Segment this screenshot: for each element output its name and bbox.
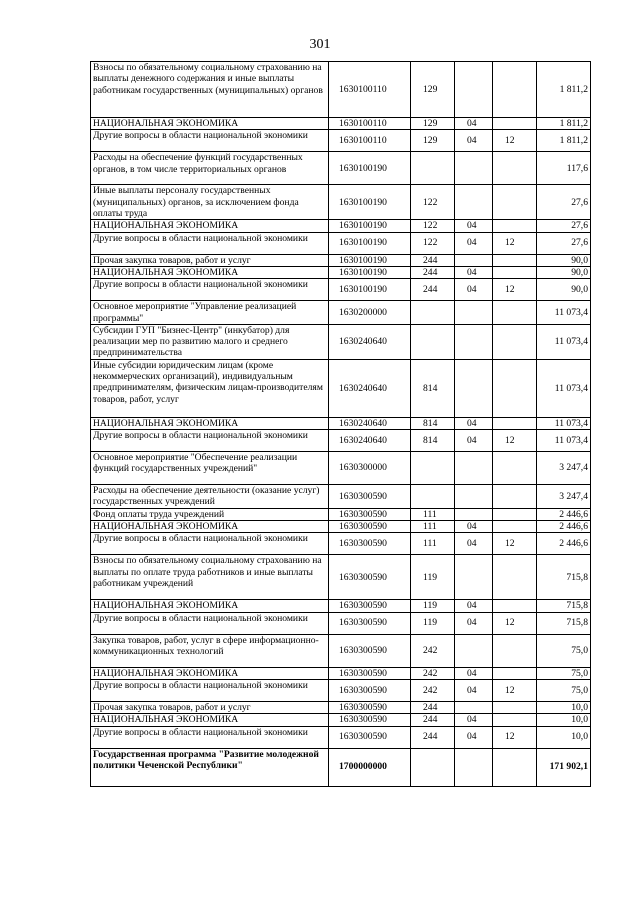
row-sum: 27,6	[537, 185, 591, 220]
row-sum: 75,0	[537, 634, 591, 667]
row-pr-code: 12	[493, 612, 537, 634]
row-sum: 2 446,6	[537, 508, 591, 520]
row-csr-code: 1630300590	[329, 612, 411, 634]
row-csr-code: 1630100110	[329, 62, 411, 118]
row-vr-code: 242	[411, 667, 455, 679]
row-sum: 90,0	[537, 254, 591, 266]
row-csr-code: 1630300590	[329, 555, 411, 600]
row-csr-code: 1630300590	[329, 679, 411, 701]
row-vr-code: 119	[411, 600, 455, 612]
row-rz-code	[455, 701, 493, 713]
row-rz-code: 04	[455, 266, 493, 278]
row-pr-code: 12	[493, 279, 537, 301]
row-sum: 715,8	[537, 555, 591, 600]
table-row	[91, 701, 591, 713]
row-csr-code: 1630100190	[329, 185, 411, 220]
row-pr-code	[493, 600, 537, 612]
row-name: НАЦИОНАЛЬНАЯ ЭКОНОМИКА	[91, 417, 329, 429]
row-name: Другие вопросы в области национальной экономики	[91, 232, 329, 254]
row-sum: 2 446,6	[537, 521, 591, 533]
row-vr-code: 111	[411, 521, 455, 533]
table-row	[91, 266, 591, 278]
row-rz-code	[455, 152, 493, 185]
table-row	[91, 508, 591, 520]
row-rz-code	[455, 254, 493, 266]
row-vr-code: 122	[411, 185, 455, 220]
row-csr-code: 1630100190	[329, 279, 411, 301]
row-rz-code: 04	[455, 667, 493, 679]
row-name: Основное мероприятие "Обеспечение реализации функций государственных учреждений"	[91, 452, 329, 485]
row-rz-code	[455, 508, 493, 520]
row-sum: 3 247,4	[537, 485, 591, 509]
row-csr-code: 1630300590	[329, 667, 411, 679]
row-vr-code: 814	[411, 417, 455, 429]
row-csr-code: 1630100190	[329, 152, 411, 185]
row-csr-code: 1630100110	[329, 118, 411, 130]
row-csr-code: 1630300000	[329, 452, 411, 485]
row-vr-code	[411, 301, 455, 325]
row-csr-code: 1630100190	[329, 266, 411, 278]
row-rz-code: 04	[455, 726, 493, 748]
row-name: НАЦИОНАЛЬНАЯ ЭКОНОМИКА	[91, 266, 329, 278]
row-csr-code: 1630200000	[329, 301, 411, 325]
row-vr-code: 122	[411, 220, 455, 232]
row-name: Субсидии ГУП "Бизнес-Центр" (инкубатор) для реализации мер по развитию малого и среднего предпринимательства	[91, 324, 329, 359]
row-csr-code: 1630300590	[329, 701, 411, 713]
row-sum: 27,6	[537, 220, 591, 232]
row-vr-code: 119	[411, 612, 455, 634]
row-sum: 2 446,6	[537, 533, 591, 555]
row-vr-code	[411, 748, 455, 786]
budget-table-body	[91, 62, 591, 787]
row-name: Фонд оплаты труда учреждений	[91, 508, 329, 520]
row-csr-code: 1630300590	[329, 508, 411, 520]
row-pr-code	[493, 359, 537, 417]
row-vr-code: 814	[411, 430, 455, 452]
row-pr-code: 12	[493, 679, 537, 701]
row-rz-code	[455, 452, 493, 485]
row-csr-code: 1630240640	[329, 359, 411, 417]
row-sum: 10,0	[537, 726, 591, 748]
row-sum: 10,0	[537, 714, 591, 726]
row-name: Прочая закупка товаров, работ и услуг	[91, 254, 329, 266]
row-rz-code: 04	[455, 600, 493, 612]
table-row	[91, 485, 591, 509]
row-pr-code: 12	[493, 430, 537, 452]
table-row	[91, 359, 591, 417]
row-rz-code	[455, 301, 493, 325]
row-pr-code: 12	[493, 726, 537, 748]
row-pr-code: 12	[493, 130, 537, 152]
table-row	[91, 417, 591, 429]
row-csr-code: 1630100190	[329, 220, 411, 232]
row-name: НАЦИОНАЛЬНАЯ ЭКОНОМИКА	[91, 600, 329, 612]
row-rz-code: 04	[455, 220, 493, 232]
row-name: Основное мероприятие "Управление реализацией программы"	[91, 301, 329, 325]
row-sum: 11 073,4	[537, 430, 591, 452]
table-row	[91, 118, 591, 130]
row-pr-code	[493, 485, 537, 509]
row-sum: 11 073,4	[537, 301, 591, 325]
table-row	[91, 555, 591, 600]
table-row	[91, 452, 591, 485]
table-row	[91, 254, 591, 266]
row-name: Расходы на обеспечение функций государственных органов, в том числе территориальных органов	[91, 152, 329, 185]
row-name: Другие вопросы в области национальной экономики	[91, 612, 329, 634]
row-rz-code: 04	[455, 279, 493, 301]
table-row	[91, 600, 591, 612]
table-row	[91, 220, 591, 232]
row-sum: 90,0	[537, 279, 591, 301]
table-row	[91, 679, 591, 701]
row-rz-code: 04	[455, 232, 493, 254]
row-rz-code	[455, 359, 493, 417]
row-csr-code: 1630300590	[329, 485, 411, 509]
row-csr-code: 1630300590	[329, 726, 411, 748]
row-name: Иные выплаты персоналу государственных (муниципальных) органов, за исключением фонда оплаты труда	[91, 185, 329, 220]
row-sum: 715,8	[537, 600, 591, 612]
row-name: Другие вопросы в области национальной экономики	[91, 279, 329, 301]
table-row	[91, 612, 591, 634]
row-sum: 11 073,4	[537, 359, 591, 417]
row-name: Другие вопросы в области национальной экономики	[91, 130, 329, 152]
row-rz-code	[455, 185, 493, 220]
row-sum: 3 247,4	[537, 452, 591, 485]
row-rz-code: 04	[455, 430, 493, 452]
row-rz-code: 04	[455, 612, 493, 634]
row-name: Другие вопросы в области национальной экономики	[91, 726, 329, 748]
table-row	[91, 634, 591, 667]
row-pr-code	[493, 324, 537, 359]
row-name: НАЦИОНАЛЬНАЯ ЭКОНОМИКА	[91, 714, 329, 726]
row-csr-code: 1630300590	[329, 521, 411, 533]
row-pr-code: 12	[493, 533, 537, 555]
row-rz-code: 04	[455, 118, 493, 130]
row-csr-code: 1630100110	[329, 130, 411, 152]
row-rz-code	[455, 634, 493, 667]
row-sum: 715,8	[537, 612, 591, 634]
row-sum: 90,0	[537, 266, 591, 278]
row-csr-code: 1630240640	[329, 417, 411, 429]
row-vr-code: 111	[411, 533, 455, 555]
table-row	[91, 430, 591, 452]
row-vr-code: 129	[411, 62, 455, 118]
row-csr-code: 1630300590	[329, 533, 411, 555]
budget-table	[90, 61, 591, 787]
row-vr-code	[411, 485, 455, 509]
row-pr-code	[493, 266, 537, 278]
table-row	[91, 521, 591, 533]
row-name: Государственная программа "Развитие молодежной политики Чеченской Республики"	[91, 748, 329, 786]
row-pr-code	[493, 452, 537, 485]
row-name: НАЦИОНАЛЬНАЯ ЭКОНОМИКА	[91, 521, 329, 533]
row-vr-code: 122	[411, 232, 455, 254]
row-pr-code	[493, 417, 537, 429]
row-pr-code	[493, 748, 537, 786]
table-row	[91, 714, 591, 726]
row-rz-code	[455, 324, 493, 359]
row-csr-code: 1630100190	[329, 254, 411, 266]
row-csr-code: 1630240640	[329, 430, 411, 452]
row-sum: 75,0	[537, 679, 591, 701]
row-pr-code	[493, 508, 537, 520]
row-sum: 171 902,1	[537, 748, 591, 786]
row-pr-code	[493, 62, 537, 118]
row-sum: 10,0	[537, 701, 591, 713]
row-rz-code: 04	[455, 521, 493, 533]
table-row	[91, 726, 591, 748]
row-vr-code: 244	[411, 701, 455, 713]
row-pr-code	[493, 220, 537, 232]
table-row	[91, 62, 591, 118]
row-name: Взносы по обязательному социальному страхованию на выплаты денежного содержания и иные выплаты работникам государственных (муниципальных) органов	[91, 62, 329, 118]
row-sum: 11 073,4	[537, 417, 591, 429]
table-row	[91, 130, 591, 152]
row-rz-code: 04	[455, 130, 493, 152]
table-row	[91, 232, 591, 254]
row-vr-code: 129	[411, 118, 455, 130]
row-pr-code	[493, 152, 537, 185]
row-sum: 11 073,4	[537, 324, 591, 359]
row-vr-code	[411, 324, 455, 359]
row-pr-code	[493, 714, 537, 726]
row-csr-code: 1630240640	[329, 324, 411, 359]
row-name: Иные субсидии юридическим лицам (кроме некоммерческих организаций), индивидуальным предпринимателям, физическим лицам-производителям товаров, работ, услуг	[91, 359, 329, 417]
row-vr-code	[411, 452, 455, 485]
row-rz-code	[455, 748, 493, 786]
row-pr-code	[493, 185, 537, 220]
page-number: 301	[309, 37, 331, 52]
table-row	[91, 152, 591, 185]
table-row	[91, 533, 591, 555]
row-pr-code	[493, 118, 537, 130]
row-sum: 117,6	[537, 152, 591, 185]
row-csr-code: 1630300590	[329, 634, 411, 667]
table-row	[91, 185, 591, 220]
row-sum: 1 811,2	[537, 130, 591, 152]
row-vr-code: 244	[411, 279, 455, 301]
row-sum: 75,0	[537, 667, 591, 679]
row-name: Другие вопросы в области национальной экономики	[91, 533, 329, 555]
row-pr-code	[493, 667, 537, 679]
row-rz-code	[455, 555, 493, 600]
row-rz-code: 04	[455, 714, 493, 726]
row-name: Закупка товаров, работ, услуг в сфере информационно-коммуникационных технологий	[91, 634, 329, 667]
row-name: Другие вопросы в области национальной экономики	[91, 679, 329, 701]
row-pr-code	[493, 521, 537, 533]
row-name: НАЦИОНАЛЬНАЯ ЭКОНОМИКА	[91, 118, 329, 130]
row-vr-code: 129	[411, 130, 455, 152]
row-vr-code: 244	[411, 254, 455, 266]
row-vr-code: 244	[411, 726, 455, 748]
row-rz-code: 04	[455, 679, 493, 701]
table-row	[91, 667, 591, 679]
row-rz-code: 04	[455, 533, 493, 555]
row-rz-code	[455, 485, 493, 509]
row-csr-code: 1630100190	[329, 232, 411, 254]
table-row	[91, 748, 591, 786]
row-pr-code	[493, 701, 537, 713]
row-rz-code	[455, 62, 493, 118]
row-sum: 1 811,2	[537, 62, 591, 118]
row-name: НАЦИОНАЛЬНАЯ ЭКОНОМИКА	[91, 667, 329, 679]
table-row	[91, 279, 591, 301]
row-pr-code	[493, 555, 537, 600]
row-csr-code: 1700000000	[329, 748, 411, 786]
row-vr-code: 244	[411, 266, 455, 278]
row-vr-code	[411, 152, 455, 185]
row-pr-code	[493, 254, 537, 266]
row-name: НАЦИОНАЛЬНАЯ ЭКОНОМИКА	[91, 220, 329, 232]
table-row	[91, 301, 591, 325]
row-name: Прочая закупка товаров, работ и услуг	[91, 701, 329, 713]
row-name: Взносы по обязательному социальному страхованию на выплаты по оплате труда работников и иные выплаты работникам учреждений	[91, 555, 329, 600]
row-vr-code: 244	[411, 714, 455, 726]
row-pr-code: 12	[493, 232, 537, 254]
row-vr-code: 814	[411, 359, 455, 417]
row-name: Расходы на обеспечение деятельности (оказание услуг) государственных учреждений	[91, 485, 329, 509]
row-vr-code: 111	[411, 508, 455, 520]
row-sum: 27,6	[537, 232, 591, 254]
row-rz-code: 04	[455, 417, 493, 429]
row-vr-code: 242	[411, 634, 455, 667]
row-csr-code: 1630300590	[329, 600, 411, 612]
row-csr-code: 1630300590	[329, 714, 411, 726]
row-sum: 1 811,2	[537, 118, 591, 130]
row-pr-code	[493, 301, 537, 325]
row-vr-code: 119	[411, 555, 455, 600]
row-name: Другие вопросы в области национальной экономики	[91, 430, 329, 452]
row-vr-code: 242	[411, 679, 455, 701]
row-pr-code	[493, 634, 537, 667]
table-row	[91, 324, 591, 359]
